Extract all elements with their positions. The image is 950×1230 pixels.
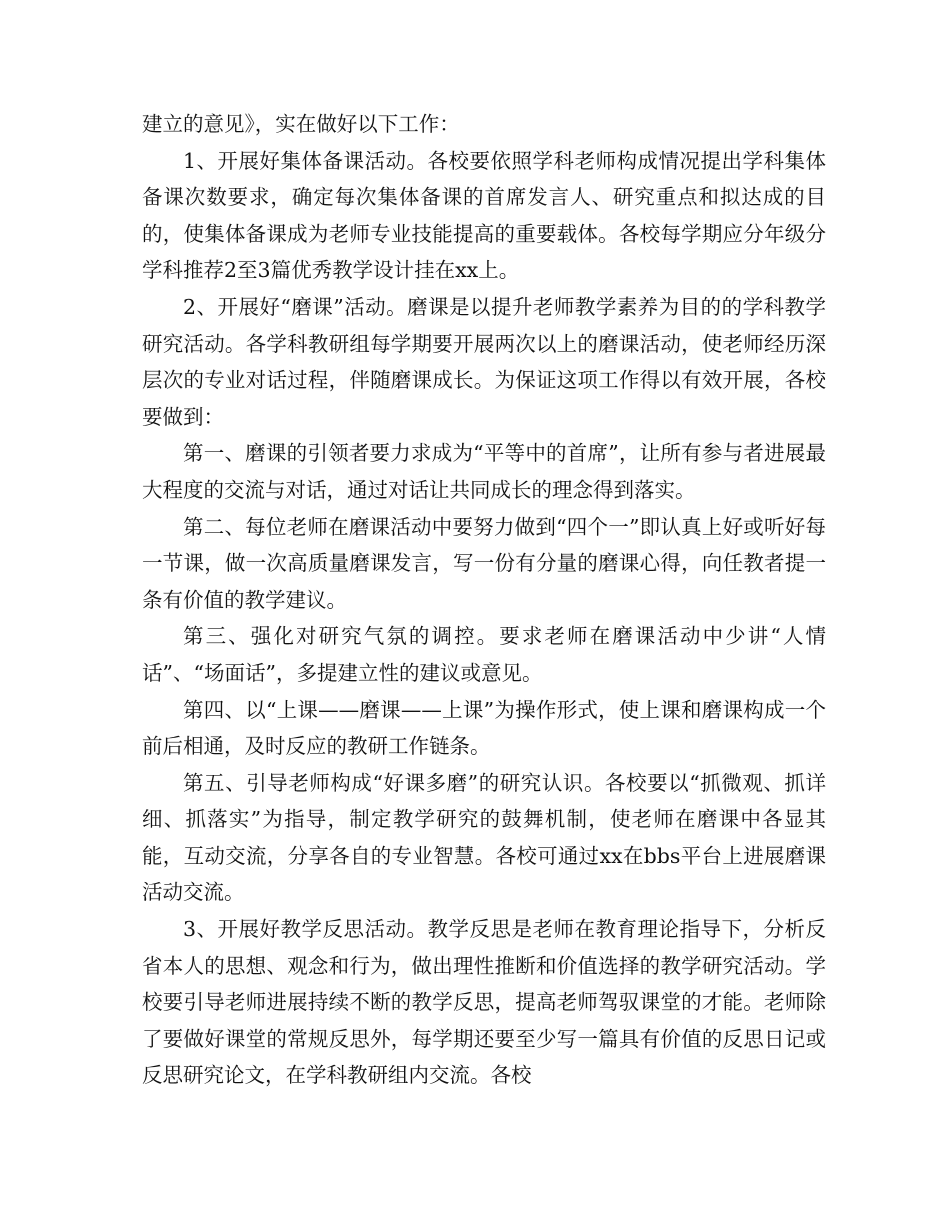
paragraph-point-two: 第二、每位老师在磨课活动中要努力做到“四个一”即认真上好或听好每一节课，做一次高质量磨课发言，写一份有分量的磨课心得，向任教者提一条有价值的教学建议。: [142, 514, 826, 612]
paragraph-point-four: 第四、以“上课——磨课——上课”为操作形式，使上课和磨课构成一个前后相通，及时反应的教研工作链条。: [142, 697, 826, 759]
document-page: [142, 106, 826, 1094]
paragraph-point-one: 第一、磨课的引领者要力求成为“平等中的首席”，让所有参与者进展最大程度的交流与对话，通过对话让共同成长的理念得到落实。: [142, 441, 826, 502]
paragraph-intro: 建立的意见》，实在做好以下工作：: [142, 112, 460, 136]
paragraph-lesson-polishing: 2、开展好“磨课”活动。磨课是以提升老师教学素养为目的的学科教学研究活动。各学科教研组每学期要开展两次以上的磨课活动，使老师经历深层次的专业对话过程，伴随磨课成长。为保证这项工作得以有效开展，各校要做到：: [142, 294, 826, 429]
paragraph-teaching-reflection: 3、开展好教学反思活动。教学反思是老师在教育理论指导下，分析反省本人的思想、观念和行为，做出理性推断和价值选择的教学研究活动。学校要引导老师进展持续不断的教学反思，提高老师驾驭课堂的才能。老师除了要做好课堂的常规反思外，每学期还要至少写一篇具有价值的反思日记或反思研究论文，在学科教研组内交流。各校: [142, 917, 826, 1088]
paragraph-collective-lesson-prep: 1、开展好集体备课活动。各校要依照学科老师构成情况提出学科集体备课次数要求，确定每次集体备课的首席发言人、研究重点和拟达成的目的，使集体备课成为老师专业技能提高的重要载体。各校每学期应分年级分学科推荐2至3篇优秀教学设计挂在xx上。: [142, 148, 826, 283]
paragraph-point-five: 第五、引导老师构成“好课多磨”的研究认识。各校要以“抓微观、抓详细、抓落实”为指导，制定教学研究的鼓舞机制，使老师在磨课中各显其能，互动交流，分享各自的专业智慧。各校可通过xx在bbs平台上进展磨课活动交流。: [142, 770, 826, 905]
paragraph-point-three: 第三、强化对研究气氛的调控。要求老师在磨课活动中少讲“人情话”、“场面话”，多提建立性的建议或意见。: [142, 624, 826, 685]
